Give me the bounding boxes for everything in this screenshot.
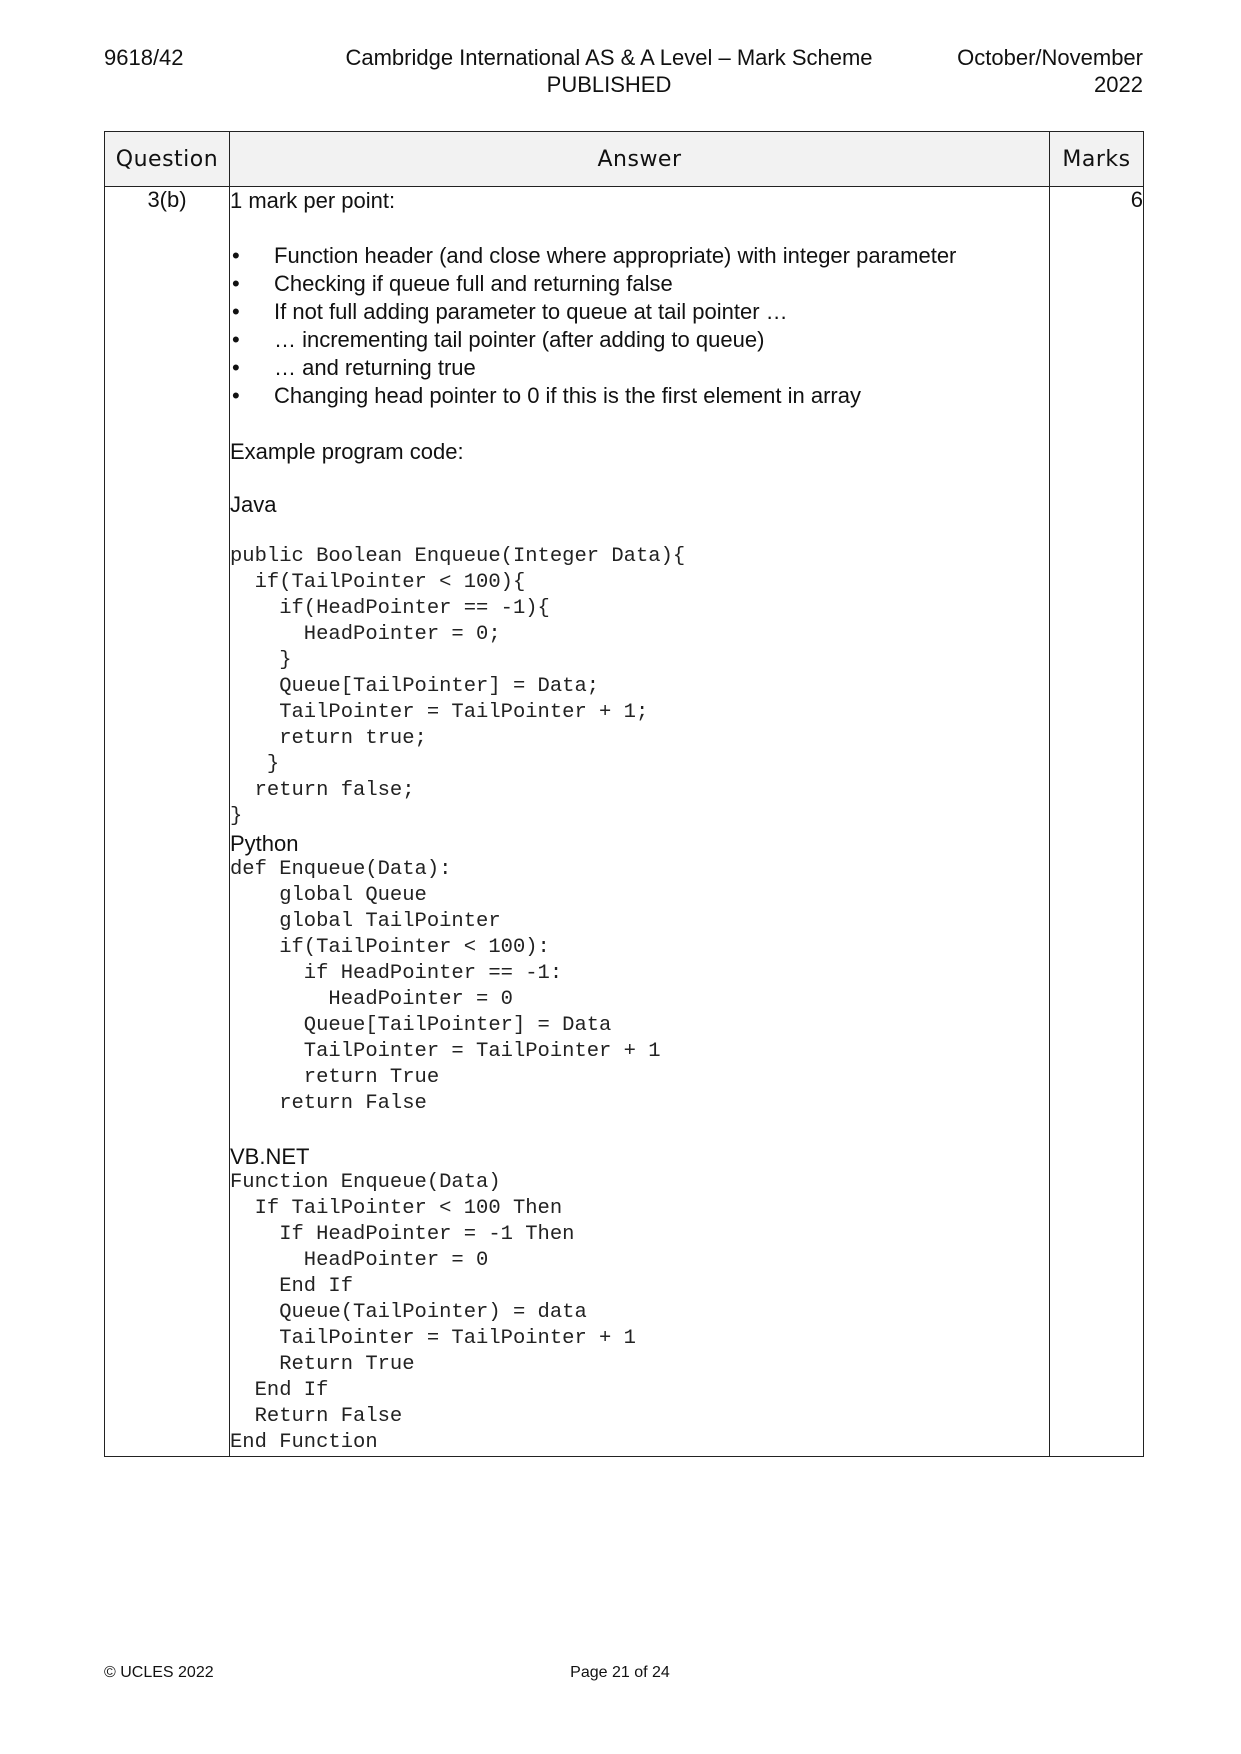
page-number: Page 21 of 24 [570, 1664, 670, 1681]
vbnet-label: VB.NET [230, 1144, 310, 1169]
exam-session-line-2: 2022 [1094, 72, 1143, 97]
list-item: • If not full adding parameter to queue at tail pointer … [230, 298, 1049, 326]
paper-code: 9618/42 [104, 45, 184, 70]
copyright-notice: © UCLES 2022 [104, 1664, 214, 1681]
java-code-block: public Boolean Enqueue(Integer Data){ if(TailPointer < 100){ if(HeadPointer == -1){ HeadPointer = 0; } Queue[TailPointer] = Data; TailPointer = TailPointer + 1; return true; } return false; } [230, 545, 686, 828]
mark-points-list [230, 242, 1049, 410]
list-item: • … and returning true [230, 354, 1049, 382]
exam-session-line-1: October/November [957, 45, 1143, 70]
python-code-block: def Enqueue(Data): global Queue global TailPointer if(TailPointer < 100): if HeadPointer == -1: HeadPointer = 0 Queue[TailPointer] = Data TailPointer = TailPointer + 1 return True return False [230, 858, 661, 1115]
answer-column-header: Answer [230, 132, 1050, 187]
example-code-label: Example program code: [230, 439, 464, 464]
table-row [105, 187, 1144, 1457]
answer-intro: 1 mark per point: [230, 188, 396, 213]
question-number: 3(b) [105, 187, 230, 1457]
java-label: Java [230, 492, 277, 517]
vbnet-code-block: Function Enqueue(Data) If TailPointer < 100 Then If HeadPointer = -1 Then HeadPointer = 0 End If Queue(TailPointer) = data TailPointer = TailPointer + 1 Return True End If Return False End Function [230, 1171, 636, 1454]
table-header-row [105, 132, 1144, 187]
question-column-header: Question [105, 132, 230, 187]
python-label: Python [230, 831, 299, 856]
marks-value: 6 [1050, 187, 1144, 1457]
document-title [334, 44, 884, 98]
list-item: • Checking if queue full and returning false [230, 270, 1049, 298]
mark-scheme-table [104, 131, 1144, 1457]
list-item: • … incrementing tail pointer (after adding to queue) [230, 326, 1049, 354]
page-header [104, 44, 1143, 104]
answer-cell [230, 187, 1050, 1457]
document-title-line-1: Cambridge International AS & A Level – Mark Scheme [345, 45, 873, 70]
list-item: • Changing head pointer to 0 if this is the first element in array [230, 382, 1049, 410]
marks-column-header: Marks [1050, 132, 1144, 187]
document-title-line-2: PUBLISHED [546, 72, 672, 97]
exam-session [957, 44, 1143, 98]
list-item: • Function header (and close where appropriate) with integer parameter [230, 242, 1049, 270]
